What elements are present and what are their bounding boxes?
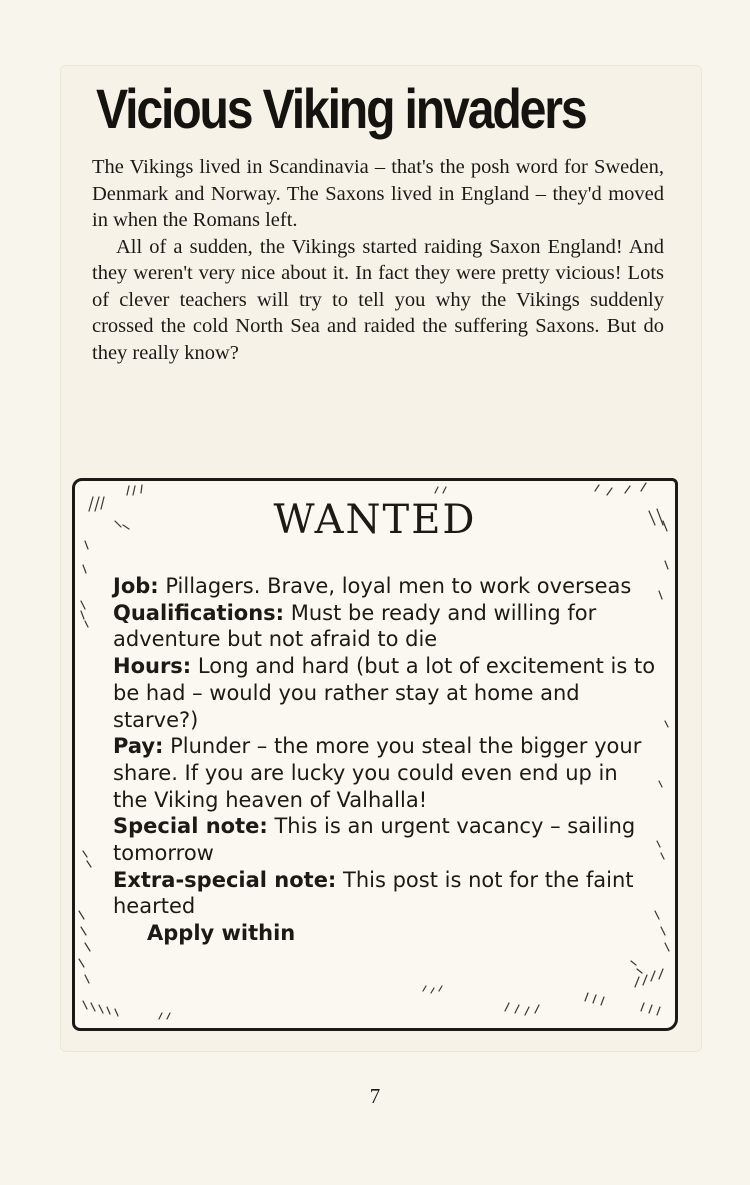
paragraph: All of a sudden, the Vikings started raiding Saxon England! And they weren't very nice about it. In fact they were pretty vicious! Lots of clever teachers will try to tell you why the Vikings suddenly crossed the cold North Sea and raided the suffering Saxons. But do they really know?: [92, 235, 664, 364]
poster-heading: WANTED: [273, 497, 477, 543]
job-label: Job:: [113, 574, 159, 598]
job-line: [113, 573, 658, 600]
hours-text: Long and hard (but a lot of excitement is to be had – would you rather stay at home and starve?): [113, 654, 656, 732]
special-note-label: Special note:: [113, 814, 268, 839]
qualifications-label: Qualifications:: [113, 600, 285, 625]
extra-special-note-label: Extra-special note:: [113, 867, 337, 892]
poster-body: [113, 573, 658, 947]
qualifications-text: Must be ready and willing for adventure but not afraid to die: [113, 600, 597, 652]
job-text: Pillagers. Brave, loyal men to work overseas: [158, 574, 632, 598]
hours-line: [113, 653, 658, 733]
apply-line: Apply within: [147, 921, 296, 946]
extra-special-note-text: This post is not for the faint hearted: [113, 867, 634, 919]
pay-line: [113, 733, 658, 813]
wanted-poster: [72, 478, 678, 1031]
page-title: Vicious Viking invaders: [96, 77, 586, 140]
extra-special-note-line: [113, 867, 658, 920]
paragraph: The Vikings lived in Scandinavia – that's the posh word for Sweden, Denmark and Norway. The Saxons lived in England – they'd moved in when the Romans left.: [92, 156, 664, 231]
special-note-line: [113, 813, 658, 866]
special-note-text: This is an urgent vacancy – sailing tomorrow: [113, 814, 636, 866]
body-text: [92, 154, 664, 366]
page-number: 7: [369, 1084, 381, 1108]
qualifications-line: [113, 600, 658, 653]
hours-label: Hours:: [113, 654, 192, 679]
pay-label: Pay:: [113, 734, 164, 759]
pay-text: Plunder – the more you steal the bigger your share. If you are lucky you could even end up in the Viking heaven of Valhalla!: [113, 734, 642, 812]
